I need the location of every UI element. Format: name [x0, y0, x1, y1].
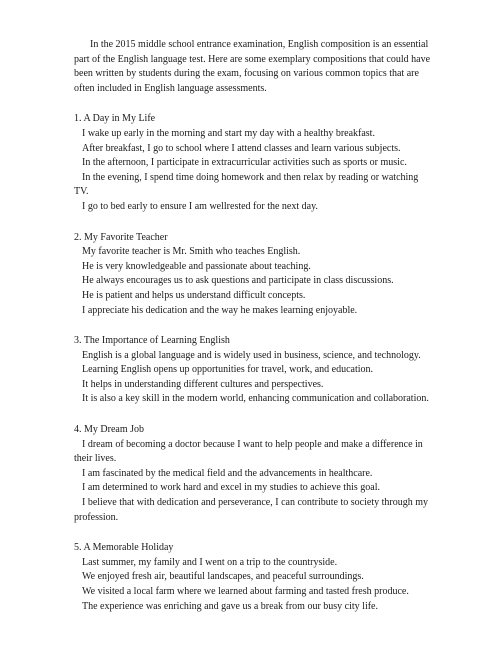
section-line: English is a global language and is widely used in business, science, and technology. [82, 349, 421, 361]
section-line: I go to bed early to ensure I am wellrested for the next day. [82, 200, 318, 212]
section-line: We enjoyed fresh air, beautiful landscapes, and peaceful surroundings. [82, 571, 364, 583]
section-lines [74, 438, 430, 526]
section-line: I am fascinated by the medical field and the advancements in healthcare. [82, 467, 373, 479]
section-line: I am determined to work hard and excel in my studies to achieve this goal. [82, 482, 380, 494]
section [74, 423, 430, 525]
section [74, 231, 430, 319]
section-heading: 1. A Day in My Life [74, 113, 156, 125]
section-line: It is also a key skill in the modern world, enhancing communication and collaboration. [82, 393, 429, 405]
section-lines [74, 556, 430, 614]
section-line: I believe that with dedication and perseverance, I can contribute to society through my profession. [74, 497, 428, 523]
section [74, 334, 430, 407]
section-line: Last summer, my family and I went on a trip to the countryside. [82, 556, 338, 568]
section-line: He always encourages us to ask questions and participate in class discussions. [82, 275, 394, 287]
section-line: My favorite teacher is Mr. Smith who teaches English. [82, 246, 301, 258]
section [74, 112, 430, 214]
section-line: He is very knowledgeable and passionate about teaching. [82, 260, 311, 272]
section-line: I dream of becoming a doctor because I want to help people and make a difference in their lives. [74, 438, 423, 465]
section-line: Learning English opens up opportunities for travel, work, and education. [82, 364, 374, 376]
sections-container [74, 112, 430, 614]
section-line: After breakfast, I go to school where I attend classes and learn various subjects. [82, 142, 401, 154]
section-line: He is patient and helps us understand difficult concepts. [82, 289, 306, 301]
section-line: We visited a local farm where we learned about farming and tasted fresh produce. [82, 586, 409, 597]
section-lines [74, 349, 430, 407]
intro-paragraph: In the 2015 middle school entrance examination, English composition is an essential part of the English language test. Here are some exemplary compositions that could have been written by students during the exam, focusing on various common topics that are often included in English language assessments. [74, 39, 431, 94]
section-lines [74, 245, 430, 318]
section [74, 541, 430, 614]
section-line: I appreciate his dedication and the way he makes learning enjoyable. [82, 304, 358, 316]
section-line: In the afternoon, I participate in extracurricular activities such as sports or music. [82, 157, 407, 169]
section-line: I wake up early in the morning and start my day with a healthy breakfast. [82, 127, 375, 139]
section-heading: 4. My Dream Job [74, 424, 144, 436]
section-lines [74, 127, 430, 215]
section-line: The experience was enriching and gave us a break from our busy city life. [82, 600, 378, 612]
section-heading: 5. A Memorable Holiday [74, 542, 174, 554]
section-line: It helps in understanding different cultures and perspectives. [82, 378, 324, 390]
section-line: In the evening, I spend time doing homework and then relax by reading or watching TV. [74, 171, 419, 198]
section-heading: 2. My Favorite Teacher [74, 231, 168, 243]
section-heading: 3. The Importance of Learning English [74, 335, 230, 347]
